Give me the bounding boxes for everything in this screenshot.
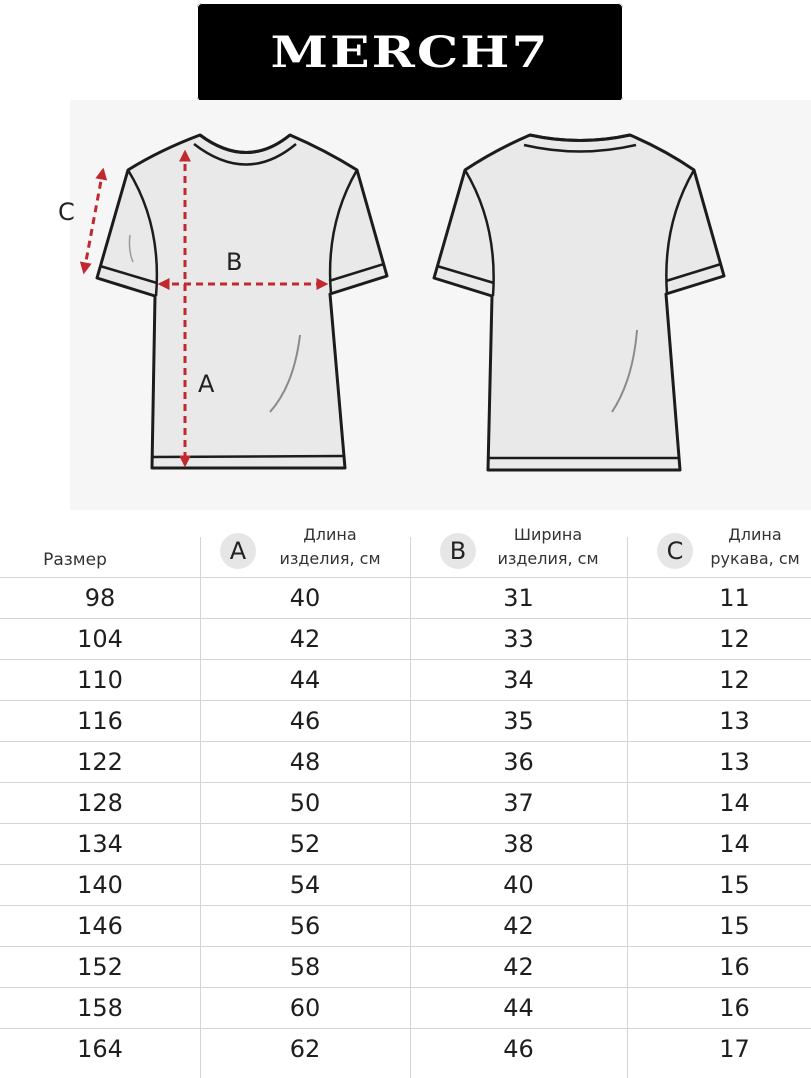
length-cell: 54 bbox=[289, 871, 321, 899]
width-cell: 35 bbox=[503, 707, 534, 735]
width-cell: 42 bbox=[503, 953, 534, 981]
sleeve-cell: 14 bbox=[719, 830, 750, 858]
table-row bbox=[0, 618, 811, 659]
column-header-line1: Ширина bbox=[513, 525, 583, 544]
size-cell: 152 bbox=[77, 953, 123, 981]
column-header-length bbox=[200, 523, 410, 583]
column-header-width-text bbox=[478, 523, 618, 571]
column-header-width bbox=[410, 523, 627, 583]
width-cell: 36 bbox=[503, 748, 534, 776]
column-header-sleeve bbox=[627, 523, 811, 583]
length-cell: 58 bbox=[289, 953, 321, 981]
sleeve-cell: 16 bbox=[719, 994, 750, 1022]
length-cell: 46 bbox=[289, 707, 321, 735]
width-cell: 46 bbox=[503, 1035, 534, 1063]
label-c: C bbox=[58, 198, 75, 226]
table-row bbox=[0, 905, 811, 946]
width-cell: 33 bbox=[503, 625, 534, 653]
table-row bbox=[0, 1028, 811, 1069]
width-cell: 37 bbox=[503, 789, 534, 817]
length-cell: 48 bbox=[289, 748, 321, 776]
width-cell: 34 bbox=[503, 666, 534, 694]
column-header-line1: Длина bbox=[303, 525, 357, 544]
size-cell: 134 bbox=[77, 830, 123, 858]
sleeve-cell: 15 bbox=[719, 871, 750, 899]
size-cell: 128 bbox=[77, 789, 123, 817]
width-cell: 42 bbox=[503, 912, 534, 940]
width-cell: 40 bbox=[503, 871, 534, 899]
size-cell: 110 bbox=[77, 666, 123, 694]
table-row bbox=[0, 659, 811, 700]
sleeve-cell: 12 bbox=[719, 625, 750, 653]
length-cell: 62 bbox=[289, 1035, 321, 1063]
table-row bbox=[0, 946, 811, 987]
table-row bbox=[0, 823, 811, 864]
table-row bbox=[0, 700, 811, 741]
sleeve-cell: 17 bbox=[719, 1035, 750, 1063]
column-header-length-text bbox=[260, 523, 400, 571]
label-b: B bbox=[226, 248, 243, 276]
length-cell: 50 bbox=[289, 789, 321, 817]
size-cell: 158 bbox=[77, 994, 123, 1022]
table-row bbox=[0, 741, 811, 782]
table-row bbox=[0, 782, 811, 823]
tshirt-back bbox=[434, 135, 724, 470]
length-cell: 44 bbox=[289, 666, 321, 694]
table-row bbox=[0, 577, 811, 618]
sleeve-cell: 13 bbox=[719, 707, 750, 735]
column-header-line2: изделия, см bbox=[279, 549, 381, 568]
sleeve-cell: 13 bbox=[719, 748, 750, 776]
sleeve-cell: 12 bbox=[719, 666, 750, 694]
sleeve-arrow bbox=[84, 170, 103, 272]
length-cell: 40 bbox=[289, 584, 321, 612]
tshirt-diagram bbox=[0, 0, 811, 515]
length-cell: 60 bbox=[289, 994, 321, 1022]
table-row bbox=[0, 987, 811, 1028]
width-cell: 44 bbox=[503, 994, 534, 1022]
column-header-line2: изделия, см bbox=[497, 549, 599, 568]
width-cell: 31 bbox=[503, 584, 534, 612]
size-cell: 146 bbox=[77, 912, 123, 940]
length-cell: 56 bbox=[289, 912, 321, 940]
size-cell: 122 bbox=[77, 748, 123, 776]
length-cell: 42 bbox=[289, 625, 321, 653]
label-a: A bbox=[198, 370, 215, 398]
sleeve-cell: 11 bbox=[719, 584, 750, 612]
table-row bbox=[0, 864, 811, 905]
badge-b: B bbox=[440, 533, 476, 569]
badge-c: C bbox=[657, 533, 693, 569]
size-cell: 116 bbox=[77, 707, 123, 735]
badge-a: A bbox=[220, 533, 256, 569]
column-header-sleeve-text bbox=[699, 523, 811, 571]
sleeve-cell: 16 bbox=[719, 953, 750, 981]
size-cell: 104 bbox=[77, 625, 123, 653]
size-table bbox=[0, 515, 811, 1078]
tshirt-front bbox=[97, 135, 387, 468]
size-cell: 140 bbox=[77, 871, 123, 899]
column-header-line1: Длина bbox=[728, 525, 782, 544]
width-cell: 38 bbox=[503, 830, 534, 858]
brand-name: MERCH7 bbox=[270, 27, 550, 78]
size-cell: 164 bbox=[77, 1035, 123, 1063]
sleeve-cell: 14 bbox=[719, 789, 750, 817]
column-header-line2: рукава, см bbox=[710, 549, 800, 568]
size-header: Размер bbox=[43, 550, 107, 570]
sleeve-cell: 15 bbox=[719, 912, 750, 940]
length-cell: 52 bbox=[289, 830, 321, 858]
size-cell: 98 bbox=[84, 584, 116, 612]
